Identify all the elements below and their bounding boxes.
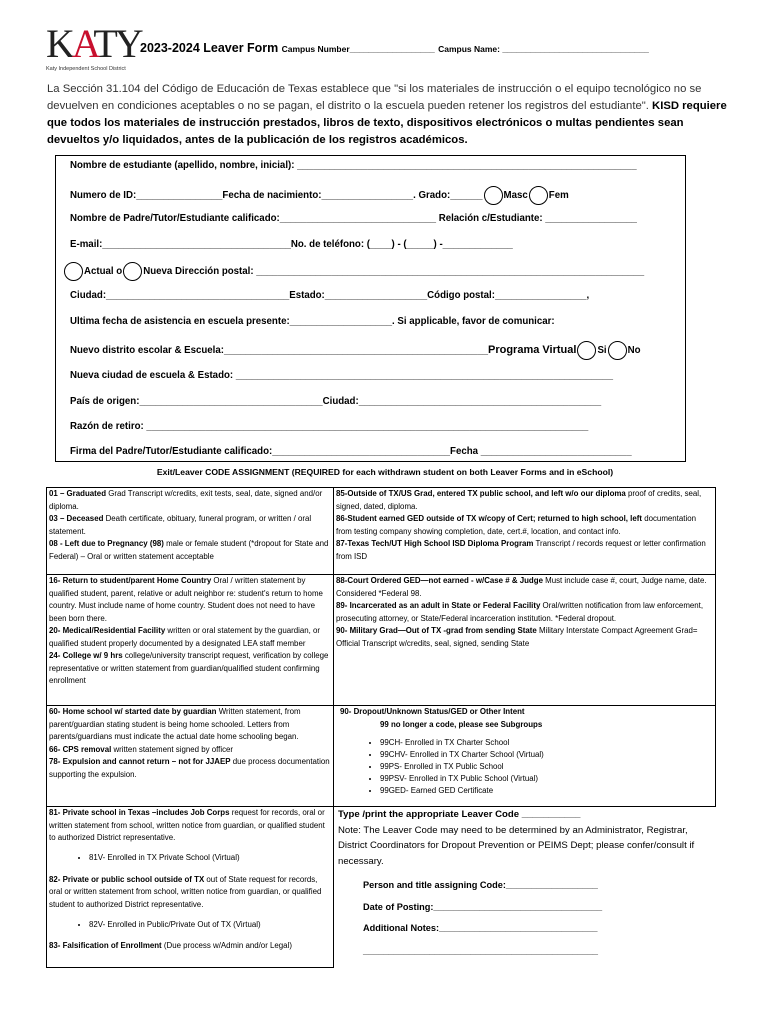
form-title: 2023-2024 Leaver Form (140, 41, 279, 55)
code-entry (336, 600, 713, 625)
codes-title: Exit/Leaver CODE ASSIGNMENT (REQUIRED for each withdrawn student on both Leaver Forms and in eSchool) (156, 467, 614, 477)
parent-row (70, 213, 637, 224)
actual-label: Actual o (84, 266, 123, 278)
campus-name-field[interactable]: Campus Name: _______________________________ (438, 44, 649, 54)
leaver-code-label: Type /print the appropriate Leaver Code ___________ (338, 809, 581, 820)
code-entry-title: 60- Home school w/ started date by guardian (49, 707, 217, 716)
city2-field[interactable]: Ciudad:_____________________________________________ (322, 396, 602, 407)
code-entry (49, 625, 331, 650)
code-entry (336, 538, 713, 563)
code-entry (49, 706, 331, 744)
code-entry (49, 744, 331, 757)
code-entry-text: Oral/written notification from law enforcement, prosecuting attorney, or State/Federal incarceration institution. *Federal dropout. (336, 601, 704, 623)
code-83-text: (Due process w/Admin and/or Legal) (161, 941, 292, 950)
code-entry-title: 88-Court Ordered GED—not earned - w/Case # & Judge (336, 576, 543, 585)
code-entry (49, 538, 331, 563)
dropout-title: 90- Dropout/Unknown Status/GED or Other Intent (340, 707, 525, 716)
code-entry-text: documentation from testing company showing completion, date, cert.#, location, and contact info. (336, 514, 696, 536)
codes-r3-right (334, 706, 716, 807)
new-city-field[interactable]: Nueva ciudad de escuela & Estado: ______________________________________________________________________ (70, 370, 613, 381)
code-entry-title: 08 - Left due to Pregnancy (98) (49, 539, 164, 548)
code-83 (49, 940, 331, 953)
codes-r2-left (47, 575, 334, 706)
country-field[interactable]: País de origen:__________________________________ (70, 396, 323, 407)
codes-r1-right (334, 488, 716, 575)
code-entry-text: Military Interstate Compact Agreement Grad= Official Transcript w/credits, seal, signed, sending State (336, 626, 698, 648)
subgroup-list (340, 737, 713, 797)
student-name-field[interactable]: Nombre de estudiante (apellido, nombre, inicial): _______________________________________________________________ (70, 160, 637, 171)
subgroup-item: • 99PS- Enrolled in TX Public School (380, 761, 713, 773)
code-entry-title: 16- Return to student/parent Home Country (49, 576, 212, 585)
code-entry (49, 575, 331, 625)
code-entry (336, 575, 713, 600)
new-district-field[interactable]: Nuevo distrito escolar & Escuela:_________________________________________________ (70, 345, 488, 357)
date-field[interactable]: Fecha ____________________________ (450, 446, 632, 457)
leaver-code-note: Note: The Leaver Code may need to be determined by an Administrator, Registrar, District Coordinators for Dropout Prevention or PEIMS Dept; please confer/consult if necessary. (338, 824, 695, 867)
code-entry (49, 650, 331, 688)
code-entry-text: due process documentation supporting the expulsion. (49, 757, 330, 779)
codes-r4-left (47, 807, 334, 968)
codes-r2-right (334, 575, 716, 706)
relation-field[interactable]: Relación c/Estudiante: _________________ (438, 213, 637, 224)
code-entry-title: 87-Texas Tech/UT High School ISD Diploma Program (336, 539, 534, 548)
code-83-title: 83- Falsification of Enrollment (49, 941, 162, 950)
header (140, 41, 649, 55)
code-81-title: 81- Private school in Texas –includes Job Corps (49, 808, 230, 817)
new-address-field[interactable]: Nueva Dirección postal: ________________________________________________________________________ (143, 266, 645, 278)
code-entry-title: 85-Outside of TX/US Grad, entered TX public school, and left w/o our diploma (336, 489, 626, 498)
code-entry-title: 78- Expulsion and cannot return – not for JJAEP (49, 757, 231, 766)
code-entry-text: Oral / written statement by qualified student, parent, relative or adult neighbor re: student's return to home country. Must include name of home country. Student does not need to have been born there. (49, 576, 323, 623)
code-82-text: out of State request for records, oral or written statement from school, written notice from guardian, or qualified student to authorized District representative. (49, 874, 322, 909)
city-state-row (70, 290, 589, 301)
code-entry-text: written or oral statement by the guardian, or qualified student properly documented by a designated LEA staff member (49, 626, 321, 648)
code-entry-title: 20- Medical/Residential Facility (49, 626, 166, 635)
code-82v: • 82V- Enrolled in Public/Private Out of TX (Virtual) (89, 919, 331, 931)
id-field[interactable]: Numero de ID:________________ (70, 190, 223, 202)
code-81-text: request for records, oral or written statement from school, written notice from guardian, or qualified student to authorized District representative. (49, 808, 325, 842)
masc-label: Masc (503, 190, 528, 202)
phone-field[interactable]: No. de teléfono: (____) - (_____) -_____________ (290, 239, 513, 250)
fem-radio[interactable] (529, 186, 548, 205)
email-field[interactable]: E-mail:___________________________________ (70, 239, 291, 250)
code-entry-title: 86-Student earned GED outside of TX w/copy of Cert; returned to high school, left (336, 514, 643, 523)
last-date-field[interactable]: Ultima fecha de asistencia en escuela presente:___________________. Si applicable, favor de comunicar: (70, 316, 555, 327)
code-entry-text: Death certificate, obituary, funeral program, or written / oral statement. (49, 514, 312, 536)
leaver-code-field[interactable] (338, 807, 714, 823)
signature-field[interactable]: Firma del Padre/Tutor/Estudiante calificado:_________________________________ (70, 446, 451, 457)
virtual-no-radio[interactable] (608, 341, 627, 360)
virtual-si-radio[interactable] (577, 341, 596, 360)
code-entry (336, 488, 713, 513)
code-entry-title: 24- College w/ 9 hrs (49, 651, 123, 660)
city-field[interactable]: Ciudad:__________________________________ (70, 290, 290, 301)
code-entry-text: Transcript / records request or letter confirmation from ISD (336, 539, 706, 561)
id-dob-row (70, 186, 569, 205)
dob-field[interactable]: Fecha de nacimiento:_________________ (222, 190, 414, 202)
person-title-field[interactable]: Person and title assigning Code:__________________ (363, 880, 598, 890)
intro-bold: KISD requiere que todos los materiales de instrucción prestados, libros de texto, dispositivos electrónicos o multas pendientes sean devueltos y/o liquidados, antes de la publicación de los registros académicos. (47, 100, 727, 146)
subgroup-item: • 99CH- Enrolled in TX Charter School (380, 737, 713, 749)
reason-field[interactable]: Razón de retiro: __________________________________________________________________________________ (70, 421, 589, 432)
zip-field[interactable]: Código postal:_________________, (427, 290, 590, 301)
code-entry-title: 89- Incarcerated as an adult in State or Federal Facility (336, 601, 541, 610)
date-posting-field[interactable]: Date of Posting:_________________________________ (363, 901, 603, 912)
fem-label: Fem (548, 190, 569, 202)
code-entry (49, 488, 331, 513)
subgroup-item: • 99PSV- Enrolled in TX Public School (Virtual) (380, 773, 713, 785)
intro-text: La Sección 31.104 del Código de Educación de Texas establece que "si los materiales de instrucción o el equipo tecnológico no se devuelven en condiciones aceptables o no se pagan, el distrito o la escuela pueden retener los registros del estudiante". (47, 83, 702, 112)
codes-r3-left (47, 706, 334, 807)
masc-radio[interactable] (484, 186, 503, 205)
code-entry (49, 513, 331, 538)
code-82-title: 82- Private or public school outside of TX (49, 874, 205, 884)
code-entry-title: 01 – Graduated (49, 489, 107, 498)
code-entry-text: Grad Transcript w/credits, exit tests, seal, date, signed and/or diploma. (49, 489, 323, 511)
katy-isd-logo (42, 21, 141, 74)
state-field[interactable]: Estado:___________________ (289, 290, 428, 301)
actual-radio[interactable] (64, 262, 83, 281)
address-row (63, 262, 644, 281)
code-entry (49, 756, 331, 781)
grade-field[interactable]: . Grado:______ (413, 190, 483, 202)
logo-letters: KATY (46, 21, 141, 66)
intro-paragraph (47, 81, 733, 149)
additional-notes-field[interactable]: Additional Notes:_______________________________ (363, 923, 598, 933)
code-entry-title: 66- CPS removal (49, 744, 112, 754)
parent-field[interactable]: Nombre de Padre/Tutor/Estudiante calificado:_____________________________ (70, 213, 436, 224)
code-entry-text: proof of credits, seal, signed, dated, diploma. (336, 489, 702, 511)
codes-r1-left (47, 488, 334, 575)
leaver-codes-table (46, 487, 716, 968)
notes-line[interactable]: ______________________________________________ (363, 945, 599, 956)
codes-r4-right (334, 807, 716, 968)
code-entry-title: 90- Military Grad—Out of TX -grad from sending State (336, 626, 537, 635)
subgroup-item: • 99CHV- Enrolled in TX Charter School (Virtual) (380, 749, 713, 761)
code-81 (49, 807, 331, 845)
code-entry (336, 625, 713, 650)
country-row (70, 396, 601, 407)
new-address-radio[interactable] (123, 262, 142, 281)
code-entry-text: written statement signed by officer (111, 744, 234, 754)
new-district-row (70, 341, 641, 360)
code-entry-text: male or female student (*dropout for State and Federal) – Oral or written statement acceptable (49, 539, 329, 561)
code-entry-text: Written statement, from parent/guardian stating student is being home schooled. Letters from parents/guardians must indicate the actual date home schooling began. (49, 707, 301, 741)
code-entry-text: college/university transcript request, verification by college representative or written statement from guardian/qualified student confirming enrollment (49, 651, 329, 685)
code-entry-text: Must include case #, court, Judge name, date. Considered *Federal 98. (336, 576, 707, 598)
code-82 (49, 874, 331, 912)
logo-subtitle: Katy Independent School District (46, 66, 126, 72)
signature-row (70, 446, 632, 457)
code-entry-title: 03 – Deceased (49, 514, 104, 523)
code-entry (336, 513, 713, 538)
campus-number-field[interactable]: Campus Number__________________ (281, 44, 435, 54)
email-phone-row (70, 239, 513, 250)
subgroup-item: • 99GED- Earned GED Certificate (380, 785, 713, 797)
dropout-subtitle: 99 no longer a code, please see Subgroups (380, 719, 543, 729)
si-label: Si (597, 345, 607, 357)
no-label: No (627, 345, 641, 357)
code-81v: • 81V- Enrolled in TX Private School (Virtual) (89, 852, 331, 864)
virtual-label: Programa Virtual (487, 344, 577, 357)
